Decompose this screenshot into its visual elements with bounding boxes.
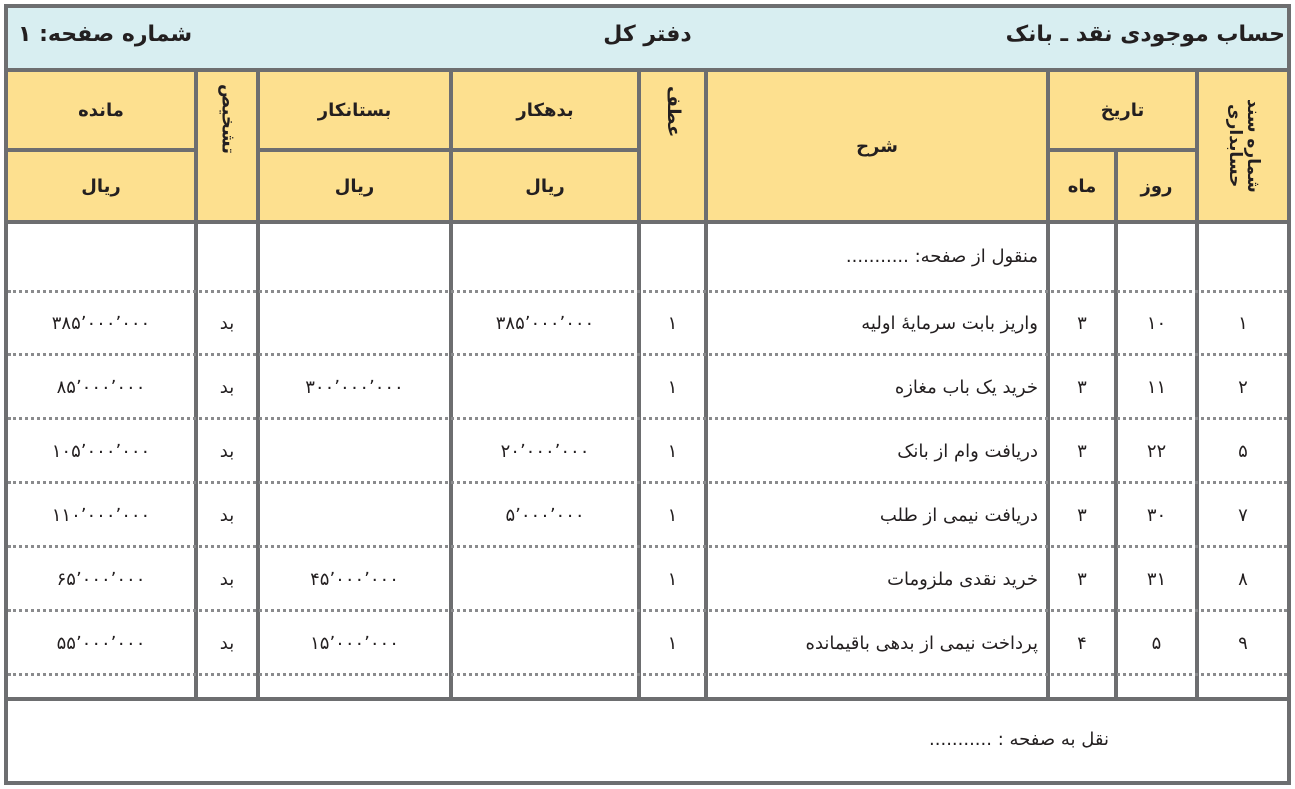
cell-debit: ۳۸۵٬۰۰۰٬۰۰۰ — [495, 312, 595, 334]
carried-from: منقول از صفحه: ........... — [845, 245, 1038, 267]
divider — [1050, 148, 1195, 152]
header-doc-number-label: شماره سند حسابداری — [1225, 99, 1263, 193]
cell-ref: ۱ — [667, 440, 678, 462]
cell-doc: ۷ — [1238, 504, 1248, 526]
header-description: شرح — [708, 72, 1046, 220]
cell-ref: ۱ — [667, 568, 678, 590]
cell-debit — [453, 357, 637, 417]
cell-month: ۳ — [1077, 568, 1087, 590]
cell-balance: ۱۰۵٬۰۰۰٬۰۰۰ — [51, 440, 151, 462]
cell-status: بد — [219, 632, 235, 654]
cell-doc: ۵ — [1238, 440, 1248, 462]
title-bar — [8, 8, 1287, 72]
cell-status: بد — [219, 376, 235, 398]
cell-credit — [260, 485, 449, 545]
cell-debit: ۲۰٬۰۰۰٬۰۰۰ — [500, 440, 590, 462]
cell-desc: خرید یک باب مغازه — [894, 376, 1038, 398]
header-status — [198, 72, 256, 220]
cell-ref: ۱ — [667, 312, 678, 334]
divider — [8, 220, 1287, 224]
header-reference — [641, 72, 704, 220]
cell-day: ۱۱ — [1146, 376, 1167, 398]
cell-balance: ۵۵٬۰۰۰٬۰۰۰ — [56, 632, 146, 654]
row-divider — [8, 609, 1287, 612]
cell-credit: ۱۵٬۰۰۰٬۰۰۰ — [310, 632, 399, 654]
cell-credit — [260, 293, 449, 353]
cell-debit — [453, 549, 637, 609]
cell-balance: ۸۵٬۰۰۰٬۰۰۰ — [56, 376, 146, 398]
header-month: ماه — [1050, 152, 1114, 220]
cell-month: ۳ — [1077, 376, 1087, 398]
header-credit: بستانکار — [260, 72, 449, 148]
header-reference-label: عطف — [662, 86, 684, 138]
header-debit: بدهکار — [453, 72, 637, 148]
account-name: حساب موجودی نقد ـ بانک — [1005, 22, 1285, 47]
ledger-title: دفتر کل — [603, 22, 692, 47]
cell-status: بد — [219, 504, 235, 526]
cell-doc: ۲ — [1238, 376, 1248, 398]
header-date: تاریخ — [1050, 72, 1195, 148]
cell-month: ۳ — [1077, 312, 1087, 334]
cell-desc: واریز بابت سرمایهٔ اولیه — [861, 312, 1038, 334]
cell-debit — [453, 613, 637, 673]
footer — [8, 697, 1287, 781]
cell-ref: ۱ — [667, 376, 678, 398]
cell-ref: ۱ — [667, 632, 678, 654]
header-doc-number — [1199, 72, 1287, 220]
header-day: روز — [1118, 152, 1195, 220]
row-divider — [8, 417, 1287, 420]
row-divider — [8, 545, 1287, 548]
cell-desc: دریافت نیمی از طلب — [879, 504, 1038, 526]
cell-status: بد — [219, 312, 235, 334]
cell-month: ۴ — [1077, 632, 1087, 654]
cell-desc: پرداخت نیمی از بدهی باقیمانده — [805, 632, 1038, 654]
cell-doc: ۸ — [1238, 568, 1248, 590]
cell-balance: ۶۵٬۰۰۰٬۰۰۰ — [56, 568, 146, 590]
cell-day: ۳۱ — [1146, 568, 1167, 590]
cell-month: ۳ — [1077, 504, 1087, 526]
header-credit-currency: ریال — [260, 152, 449, 220]
cell-credit: ۳۰۰٬۰۰۰٬۰۰۰ — [305, 376, 404, 398]
header-debit-currency: ریال — [453, 152, 637, 220]
cell-day: ۵ — [1151, 632, 1162, 654]
row-divider — [8, 673, 1287, 676]
cell-day: ۳۰ — [1146, 504, 1167, 526]
row-divider — [8, 353, 1287, 356]
cell-balance: ۱۱۰٬۰۰۰٬۰۰۰ — [51, 504, 151, 526]
cell-doc: ۹ — [1238, 632, 1248, 654]
cell-desc: خرید نقدی ملزومات — [887, 568, 1038, 590]
header-status-label: تشخیص — [217, 84, 239, 154]
header-balance: مانده — [8, 72, 194, 148]
cell-credit — [260, 421, 449, 481]
cell-status: بد — [219, 440, 235, 462]
cell-balance: ۳۸۵٬۰۰۰٬۰۰۰ — [51, 312, 151, 334]
cell-day: ۲۲ — [1146, 440, 1167, 462]
row-divider — [8, 481, 1287, 484]
cell-desc: دریافت وام از بانک — [897, 440, 1038, 462]
carried-to: نقل به صفحه : ........... — [929, 729, 1109, 750]
cell-day: ۱۰ — [1146, 312, 1167, 334]
ledger-table — [4, 4, 1291, 785]
page-number: شماره صفحه: ۱ — [18, 22, 193, 47]
cell-credit: ۴۵٬۰۰۰٬۰۰۰ — [310, 568, 399, 590]
header-balance-currency: ریال — [8, 152, 194, 220]
cell-status: بد — [219, 568, 235, 590]
cell-ref: ۱ — [667, 504, 678, 526]
cell-month: ۳ — [1077, 440, 1087, 462]
divider — [8, 148, 194, 152]
cell-debit: ۵٬۰۰۰٬۰۰۰ — [505, 504, 585, 526]
cell-doc: ۱ — [1238, 312, 1248, 334]
